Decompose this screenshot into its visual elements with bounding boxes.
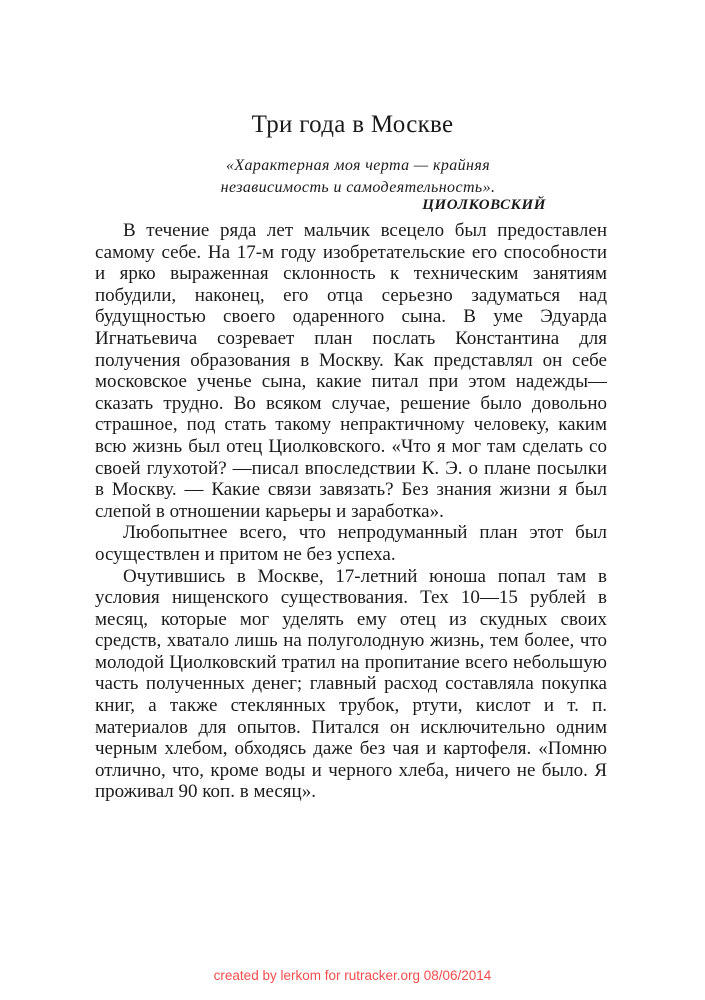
epigraph-quote-line-2: независимость и самодеятельность». (220, 178, 496, 196)
epigraph (170, 155, 546, 214)
paragraph-3: Очутившись в Москве, 17-летний юноша попал там в условия нищенского существования. Тех 10—15 рублей в месяц, которые мог уделять ему отец из скудных своих средств, хватало лишь на полуголодную жизнь, тем более, что молодой Циолковский тратил на пропитание всего небольшую часть полученных денег; главный расход составляла покупка книг, а также стеклянных трубок, ртути, кислот и т. п. материалов для опытов. Питался он исключительно одним черным хлебом, обходясь даже без чая и картофеля. «Помню отлично, что, кроме воды и черного хлеба, ничего не было. Я проживал 90 коп. в месяц». (95, 565, 607, 803)
watermark-credit: created by lerkom for rutracker.org 08/06/2014 (213, 968, 492, 983)
page-title: Три года в Москве (251, 111, 454, 138)
paragraph-1: В течение ряда лет мальчик всецело был предоставлен самому себе. На 17-м году изобретательские его способности и ярко выраженная склонность к техническим занятиям побудили, наконец, его отца серьезно задуматься над будущностью своего одаренного сына. В уме Эдуарда Игнатьевича созревает план послать Константина для получения образования в Москву. Как представлял он себе московское ученье сына, какие питал при этом надежды— сказать трудно. Во всяком случае, решение было довольно страшное, под стать такому непрактичному человеку, каким всю жизнь был отец Циолковского. «Что я мог там сделать со своей глухотой? —писал впоследствии К. Э. о плане посылки в Москву. — Какие связи завязать? Без знания жизни я был слепой в отношении карьеры и заработка». (95, 220, 607, 522)
epigraph-attribution: ЦИОЛКОВСКИЙ (422, 197, 546, 213)
epigraph-quote (170, 155, 546, 198)
epigraph-quote-line-1: «Характерная моя черта — крайняя (225, 157, 491, 174)
paragraph-2: Любопытнее всего, что непродуманный план этот был осуществлен и притом не без успеха. (95, 522, 607, 565)
body-text (95, 220, 607, 803)
